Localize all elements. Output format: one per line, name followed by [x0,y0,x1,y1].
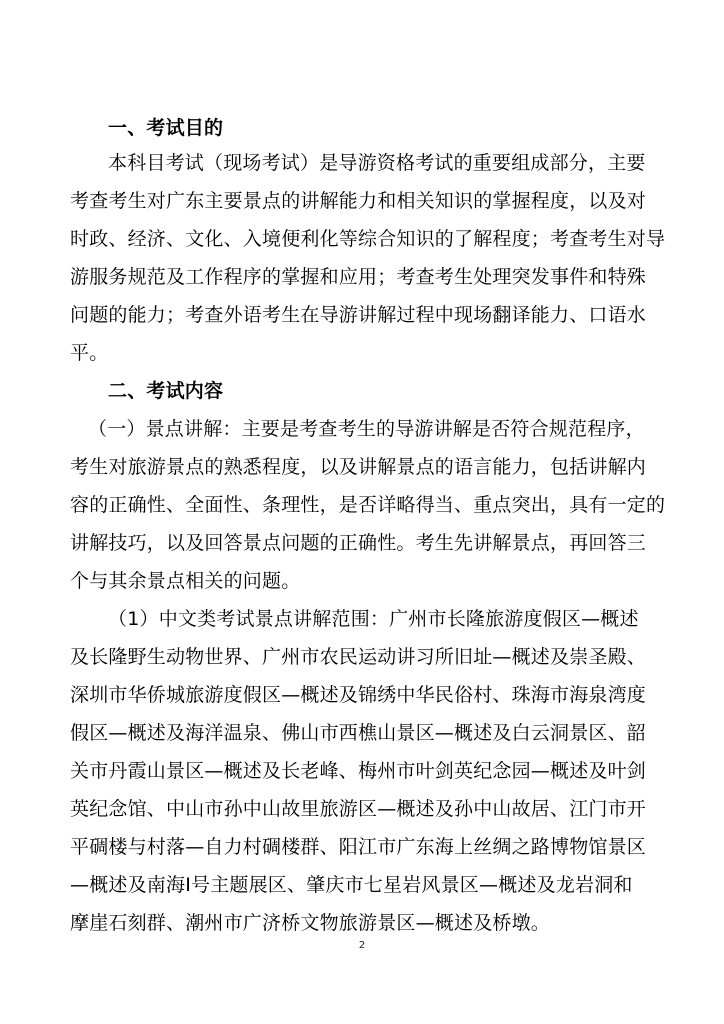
section-heading-exam-purpose: 一、考试目的 [108,117,224,139]
paragraph-line: 个与其余景点相关的问题。 [70,570,301,592]
paragraph-line: 英纪念馆、中山市孙中山故里旅游区—概述及孙中山故居、江门市开 [70,798,647,820]
paragraph-line: 考查考生对广东主要景点的讲解能力和相关知识的掌握程度，以及对 [70,190,647,212]
paragraph-line: 容的正确性、全面性、条理性，是否详略得当、重点突出，具有一定的 [70,494,666,516]
paragraph-line: 考生对旅游景点的熟悉程度，以及讲解景点的语言能力，包括讲解内 [70,456,647,478]
paragraph-line: 时政、经济、文化、入境便利化等综合知识的了解程度；考查考生对导 [70,228,666,250]
paragraph-line: 关市丹霞山景区—概述及长老峰、梅州市叶剑英纪念园—概述及叶剑 [70,760,647,782]
paragraph-line: —概述及南海Ⅰ号主题展区、肇庆市七星岩风景区—概述及龙岩洞和 [70,874,633,896]
paragraph-line: （一）景点讲解：主要是考查考生的导游讲解是否符合规范程序， [88,418,645,440]
paragraph-line: 深圳市华侨城旅游度假区—概述及锦绣中华民俗村、珠海市海泉湾度 [70,684,647,706]
paragraph-line: 问题的能力；考查外语考生在导游讲解过程中现场翻译能力、口语水 [70,304,647,326]
page-number: 2 [358,940,366,951]
paragraph-line: 及长隆野生动物世界、广州市农民运动讲习所旧址—概述及崇圣殿、 [70,646,647,668]
paragraph-line: 讲解技巧，以及回答景点问题的正确性。考生先讲解景点，再回答三 [70,532,647,554]
paragraph-line: 平。 [70,342,109,364]
paragraph-line: 本科目考试（现场考试）是导游资格考试的重要组成部分，主要 [108,152,646,174]
paragraph-line: （1）中文类考试景点讲解范围：广州市长隆旅游度假区—概述 [108,608,639,630]
paragraph-line: 摩崖石刻群、潮州市广济桥文物旅游景区—概述及桥墩。 [70,912,551,934]
paragraph-line: 平碉楼与村落—自力村碉楼群、阳江市广东海上丝绸之路博物馆景区 [70,836,647,858]
section-heading-exam-content: 二、考试内容 [108,380,224,402]
paragraph-line: 假区—概述及海洋温泉、佛山市西樵山景区—概述及白云洞景区、韶 [70,722,647,744]
paragraph-line: 游服务规范及工作程序的掌握和应用；考查考生处理突发事件和特殊 [70,266,647,288]
